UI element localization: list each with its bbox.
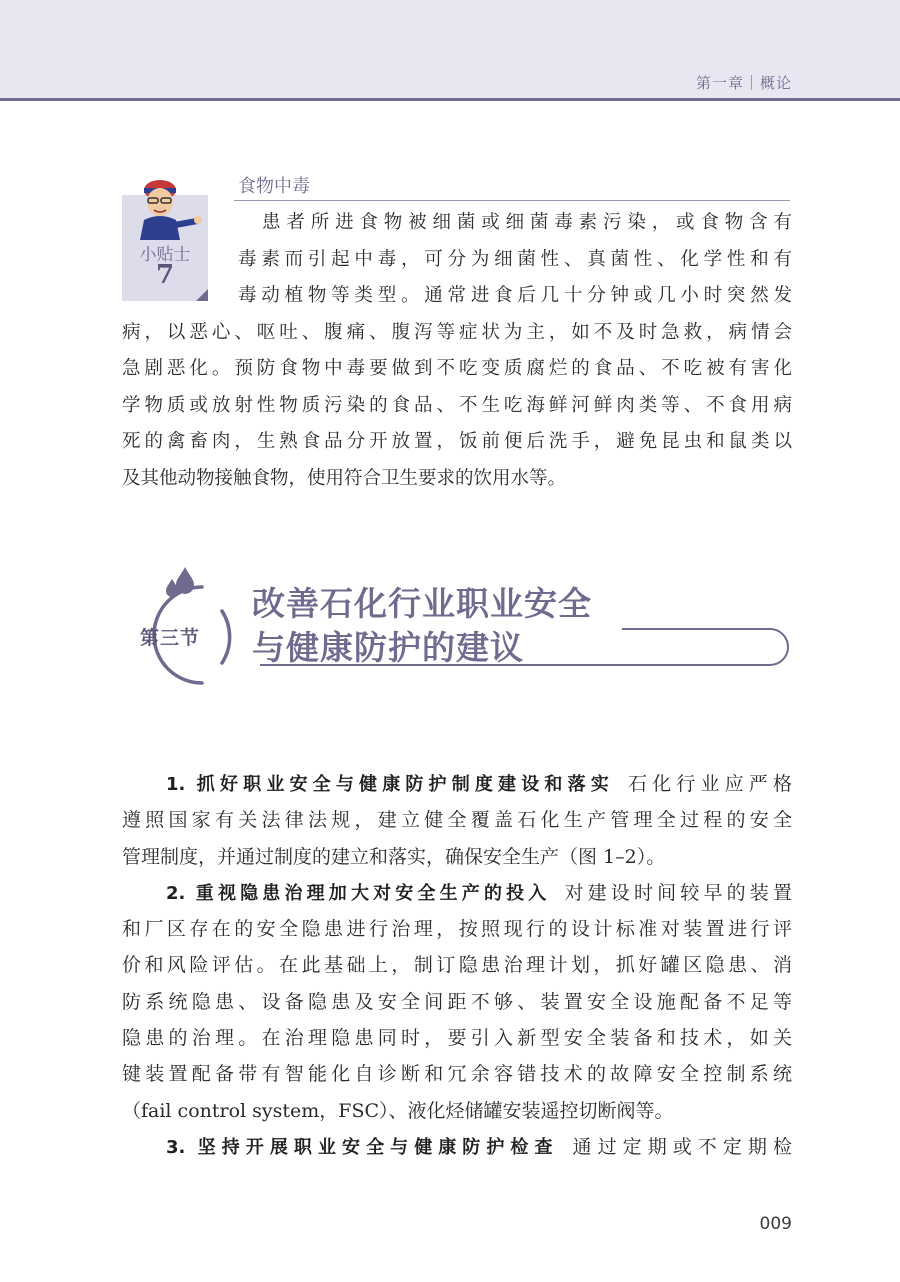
page-number: 009 (759, 1214, 792, 1234)
tip-line: 病，以恶心、呕吐、腹痛、腹泻等症状为主，如不及时急救，病情会 (122, 321, 792, 343)
tip-line: 学物质或放射性物质污染的食品、不生吃海鲜河鲜肉类等、不食用病 (122, 394, 792, 416)
paragraph-line: 价和风险评估。在此基础上，制订隐患治理计划，抓好罐区隐患、消 (122, 954, 792, 977)
paragraph-line: 防系统隐患、设备隐患及安全间距不够、装置安全设施配备不足等 (122, 990, 792, 1013)
paragraph-line: 键装置配备带有智能化自诊断和冗余容错技术的故障安全控制系统 (122, 1063, 792, 1086)
paragraph-lead: 2. 重视隐患治理加大对安全生产的投入 (166, 882, 551, 904)
tip-line: 死的禽畜肉，生熟食品分开放置，饭前便后洗手，避免昆虫和鼠类以 (122, 431, 792, 452)
body-text (122, 766, 792, 1165)
tip-text (122, 205, 792, 497)
paragraph-lead: 1. 抓好职业安全与健康防护制度建设和落实 (166, 774, 614, 795)
tip-badge-number: 7 (155, 260, 175, 290)
paragraph-line: 隐患的治理。在治理隐患同时，要引入新型安全装备和技术，如关 (122, 1027, 792, 1050)
header-rule (0, 98, 900, 101)
tip-line: 及其他动物接触食物，使用符合卫生要求的饮用水等。 (122, 467, 567, 489)
paragraph-line: 管理制度，并通过制度的建立和落实，确保安全生产（图 1–2）。 (122, 845, 666, 868)
tip-line: 毒素而引起中毒，可分为细菌性、真菌性、化学性和有 (238, 248, 792, 270)
section-label: 第三节 (140, 627, 201, 649)
paragraph-line: 和厂区存在的安全隐患进行治理，按照现行的设计标准对装置进行评 (122, 918, 792, 941)
running-head: 第一章｜概论 (695, 74, 792, 92)
tip-title: 食物中毒 (238, 176, 310, 197)
paragraph-lead: 3. 坚持开展职业安全与健康防护检查 (166, 1136, 559, 1158)
section-title (252, 582, 592, 670)
paragraph-line: 遵照国家有关法律法规，建立健全覆盖石化生产管理全过程的安全 (122, 809, 792, 832)
tip-line: 急剧恶化。预防食物中毒要做到不吃变质腐烂的食品、不吃被有害化 (122, 358, 792, 379)
tip-line: 患者所进食物被细菌或细菌毒素污染，或食物含有 (262, 212, 792, 233)
section-title-line: 与健康防护的建议 (252, 628, 524, 667)
tip-badge-label: 小贴士 (139, 245, 191, 265)
tip-line: 毒动植物等类型。通常进食后几十分钟或几小时突然发 (238, 285, 792, 306)
paragraph-line: （fail control system，FSC）、液化烃储罐安装遥控切断阀等。 (122, 1099, 674, 1122)
section-title-line: 改善石化行业职业安全 (252, 584, 592, 623)
paragraph-line: 2. 重视隐患治理加大对安全生产的投入 对建设时间较早的装置 (166, 881, 792, 904)
paragraph-line: 3. 坚持开展职业安全与健康防护检查 通过定期或不定期检 (166, 1135, 792, 1158)
tip-title-rule (234, 200, 790, 201)
paragraph-line: 1. 抓好职业安全与健康防护制度建设和落实 石化行业应严格 (166, 773, 792, 795)
